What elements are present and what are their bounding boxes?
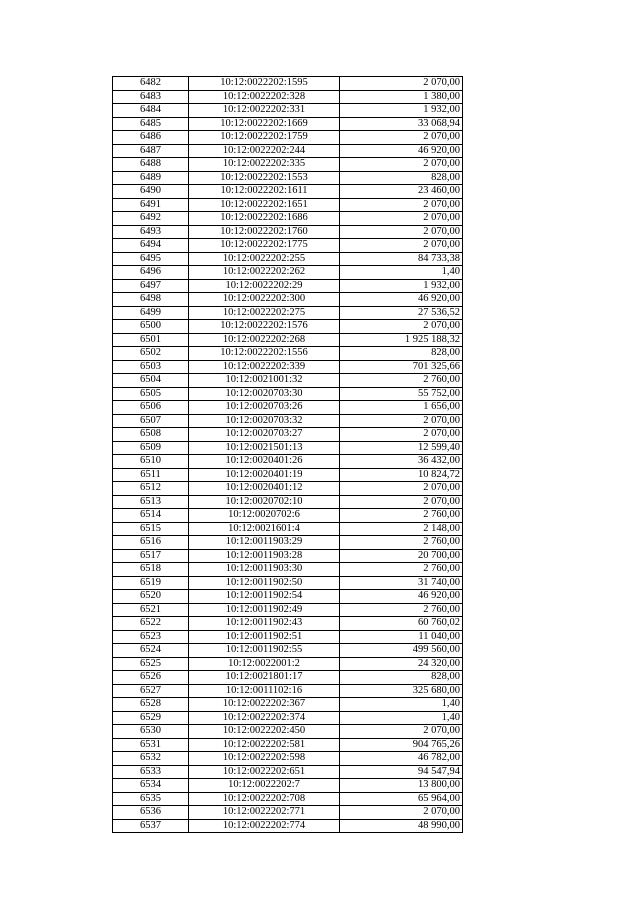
cadastral-number-cell: 10:12:0022202:651	[189, 765, 340, 779]
cadastral-number-cell: 10:12:0011902:51	[189, 630, 340, 644]
cadastral-number-cell: 10:12:0022202:335	[189, 158, 340, 172]
row-number-cell: 6503	[113, 360, 189, 374]
cadastral-number-cell: 10:12:0022202:244	[189, 144, 340, 158]
row-number-cell: 6489	[113, 171, 189, 185]
table-row	[113, 482, 463, 496]
row-number-cell: 6505	[113, 387, 189, 401]
row-number-cell: 6525	[113, 657, 189, 671]
table-row	[113, 347, 463, 361]
table-row	[113, 428, 463, 442]
cadastral-number-cell: 10:12:0020401:26	[189, 455, 340, 469]
amount-cell: 1 932,00	[340, 279, 463, 293]
row-number-cell: 6496	[113, 266, 189, 280]
amount-cell: 1,40	[340, 698, 463, 712]
amount-cell: 2 760,00	[340, 603, 463, 617]
amount-cell: 2 070,00	[340, 482, 463, 496]
row-number-cell: 6495	[113, 252, 189, 266]
row-number-cell: 6514	[113, 509, 189, 523]
row-number-cell: 6528	[113, 698, 189, 712]
amount-cell: 60 760,02	[340, 617, 463, 631]
table-row	[113, 306, 463, 320]
table-row	[113, 77, 463, 91]
row-number-cell: 6534	[113, 779, 189, 793]
cadastral-number-cell: 10:12:0022202:29	[189, 279, 340, 293]
table-row	[113, 360, 463, 374]
table-row	[113, 333, 463, 347]
table-row	[113, 684, 463, 698]
table-row	[113, 792, 463, 806]
row-number-cell: 6507	[113, 414, 189, 428]
amount-cell: 1 925 188,32	[340, 333, 463, 347]
cadastral-number-cell: 10:12:0022202:708	[189, 792, 340, 806]
cadastral-number-cell: 10:12:0011902:55	[189, 644, 340, 658]
row-number-cell: 6530	[113, 725, 189, 739]
table-row	[113, 819, 463, 833]
table-row	[113, 171, 463, 185]
row-number-cell: 6490	[113, 185, 189, 199]
cadastral-number-cell: 10:12:0021601:4	[189, 522, 340, 536]
table-row	[113, 644, 463, 658]
cadastral-number-cell: 10:12:0020702:10	[189, 495, 340, 509]
amount-cell: 2 070,00	[340, 428, 463, 442]
cadastral-number-cell: 10:12:0022202:331	[189, 104, 340, 118]
cadastral-number-cell: 10:12:0022202:1576	[189, 320, 340, 334]
amount-cell: 27 536,52	[340, 306, 463, 320]
registry-table-body	[113, 77, 463, 833]
amount-cell: 701 325,66	[340, 360, 463, 374]
table-row	[113, 198, 463, 212]
table-row	[113, 495, 463, 509]
cadastral-number-cell: 10:12:0022202:268	[189, 333, 340, 347]
amount-cell: 1,40	[340, 266, 463, 280]
table-row	[113, 738, 463, 752]
table-row	[113, 725, 463, 739]
row-number-cell: 6531	[113, 738, 189, 752]
amount-cell: 94 547,94	[340, 765, 463, 779]
amount-cell: 2 070,00	[340, 320, 463, 334]
table-row	[113, 752, 463, 766]
amount-cell: 23 460,00	[340, 185, 463, 199]
cadastral-number-cell: 10:12:0021801:17	[189, 671, 340, 685]
cadastral-number-cell: 10:12:0011902:50	[189, 576, 340, 590]
row-number-cell: 6518	[113, 563, 189, 577]
row-number-cell: 6506	[113, 401, 189, 415]
row-number-cell: 6498	[113, 293, 189, 307]
cadastral-number-cell: 10:12:0022202:262	[189, 266, 340, 280]
table-row	[113, 603, 463, 617]
row-number-cell: 6512	[113, 482, 189, 496]
amount-cell: 24 320,00	[340, 657, 463, 671]
cadastral-number-cell: 10:12:0022202:581	[189, 738, 340, 752]
amount-cell: 33 068,94	[340, 117, 463, 131]
table-row	[113, 630, 463, 644]
amount-cell: 2 070,00	[340, 158, 463, 172]
row-number-cell: 6511	[113, 468, 189, 482]
cadastral-number-cell: 10:12:0022202:771	[189, 806, 340, 820]
amount-cell: 13 800,00	[340, 779, 463, 793]
table-row	[113, 279, 463, 293]
amount-cell: 828,00	[340, 347, 463, 361]
table-row	[113, 320, 463, 334]
row-number-cell: 6524	[113, 644, 189, 658]
cadastral-number-cell: 10:12:0022202:1611	[189, 185, 340, 199]
amount-cell: 325 680,00	[340, 684, 463, 698]
row-number-cell: 6485	[113, 117, 189, 131]
row-number-cell: 6522	[113, 617, 189, 631]
table-row	[113, 617, 463, 631]
amount-cell: 2 070,00	[340, 225, 463, 239]
table-row	[113, 252, 463, 266]
amount-cell: 2 070,00	[340, 725, 463, 739]
amount-cell: 65 964,00	[340, 792, 463, 806]
row-number-cell: 6523	[113, 630, 189, 644]
table-row	[113, 549, 463, 563]
amount-cell: 2 070,00	[340, 414, 463, 428]
table-row	[113, 698, 463, 712]
amount-cell: 828,00	[340, 171, 463, 185]
row-number-cell: 6497	[113, 279, 189, 293]
amount-cell: 2 760,00	[340, 509, 463, 523]
row-number-cell: 6536	[113, 806, 189, 820]
row-number-cell: 6483	[113, 90, 189, 104]
cadastral-number-cell: 10:12:0021001:32	[189, 374, 340, 388]
amount-cell: 2 760,00	[340, 563, 463, 577]
cadastral-number-cell: 10:12:0022202:300	[189, 293, 340, 307]
table-row	[113, 765, 463, 779]
table-row	[113, 131, 463, 145]
row-number-cell: 6509	[113, 441, 189, 455]
cadastral-number-cell: 10:12:0022202:598	[189, 752, 340, 766]
row-number-cell: 6492	[113, 212, 189, 226]
table-row	[113, 414, 463, 428]
row-number-cell: 6520	[113, 590, 189, 604]
row-number-cell: 6493	[113, 225, 189, 239]
amount-cell: 20 700,00	[340, 549, 463, 563]
table-row	[113, 293, 463, 307]
row-number-cell: 6533	[113, 765, 189, 779]
amount-cell: 2 070,00	[340, 131, 463, 145]
amount-cell: 1 656,00	[340, 401, 463, 415]
cadastral-number-cell: 10:12:0022202:339	[189, 360, 340, 374]
row-number-cell: 6532	[113, 752, 189, 766]
cadastral-number-cell: 10:12:0022202:1760	[189, 225, 340, 239]
table-row	[113, 374, 463, 388]
cadastral-number-cell: 10:12:0011903:28	[189, 549, 340, 563]
row-number-cell: 6482	[113, 77, 189, 91]
row-number-cell: 6499	[113, 306, 189, 320]
cadastral-number-cell: 10:12:0022202:7	[189, 779, 340, 793]
table-row	[113, 158, 463, 172]
table-row	[113, 711, 463, 725]
cadastral-number-cell: 10:12:0011903:30	[189, 563, 340, 577]
table-row	[113, 266, 463, 280]
row-number-cell: 6487	[113, 144, 189, 158]
row-number-cell: 6517	[113, 549, 189, 563]
table-row	[113, 590, 463, 604]
cadastral-number-cell: 10:12:0022202:1595	[189, 77, 340, 91]
row-number-cell: 6516	[113, 536, 189, 550]
cadastral-number-cell: 10:12:0022202:1775	[189, 239, 340, 253]
cadastral-number-cell: 10:12:0022202:1759	[189, 131, 340, 145]
amount-cell: 31 740,00	[340, 576, 463, 590]
table-row	[113, 779, 463, 793]
table-row	[113, 117, 463, 131]
amount-cell: 48 990,00	[340, 819, 463, 833]
cadastral-number-cell: 10:12:0022202:255	[189, 252, 340, 266]
amount-cell: 1,40	[340, 711, 463, 725]
amount-cell: 46 920,00	[340, 293, 463, 307]
table-row	[113, 576, 463, 590]
cadastral-number-cell: 10:12:0011903:29	[189, 536, 340, 550]
registry-table	[112, 76, 463, 833]
cadastral-number-cell: 10:12:0022202:1669	[189, 117, 340, 131]
cadastral-number-cell: 10:12:0011102:16	[189, 684, 340, 698]
cadastral-number-cell: 10:12:0022202:367	[189, 698, 340, 712]
amount-cell: 2 148,00	[340, 522, 463, 536]
amount-cell: 2 070,00	[340, 77, 463, 91]
cadastral-number-cell: 10:12:0022202:374	[189, 711, 340, 725]
table-row	[113, 225, 463, 239]
row-number-cell: 6508	[113, 428, 189, 442]
row-number-cell: 6521	[113, 603, 189, 617]
amount-cell: 55 752,00	[340, 387, 463, 401]
row-number-cell: 6500	[113, 320, 189, 334]
table-row	[113, 401, 463, 415]
table-row	[113, 509, 463, 523]
amount-cell: 2 760,00	[340, 536, 463, 550]
amount-cell: 2 070,00	[340, 212, 463, 226]
amount-cell: 1 380,00	[340, 90, 463, 104]
row-number-cell: 6515	[113, 522, 189, 536]
amount-cell: 904 765,26	[340, 738, 463, 752]
amount-cell: 84 733,38	[340, 252, 463, 266]
amount-cell: 1 932,00	[340, 104, 463, 118]
cadastral-number-cell: 10:12:0020703:27	[189, 428, 340, 442]
amount-cell: 36 432,00	[340, 455, 463, 469]
row-number-cell: 6491	[113, 198, 189, 212]
table-row	[113, 522, 463, 536]
cadastral-number-cell: 10:12:0022202:275	[189, 306, 340, 320]
amount-cell: 2 070,00	[340, 806, 463, 820]
row-number-cell: 6504	[113, 374, 189, 388]
table-row	[113, 185, 463, 199]
table-row	[113, 563, 463, 577]
row-number-cell: 6501	[113, 333, 189, 347]
cadastral-number-cell: 10:12:0022202:1553	[189, 171, 340, 185]
cadastral-number-cell: 10:12:0022001:2	[189, 657, 340, 671]
row-number-cell: 6526	[113, 671, 189, 685]
row-number-cell: 6513	[113, 495, 189, 509]
cadastral-number-cell: 10:12:0022202:450	[189, 725, 340, 739]
cadastral-number-cell: 10:12:0022202:774	[189, 819, 340, 833]
row-number-cell: 6502	[113, 347, 189, 361]
amount-cell: 2 070,00	[340, 495, 463, 509]
cadastral-number-cell: 10:12:0020702:6	[189, 509, 340, 523]
row-number-cell: 6519	[113, 576, 189, 590]
table-row	[113, 239, 463, 253]
table-row	[113, 144, 463, 158]
table-row	[113, 671, 463, 685]
row-number-cell: 6537	[113, 819, 189, 833]
cadastral-number-cell: 10:12:0022202:1556	[189, 347, 340, 361]
row-number-cell: 6486	[113, 131, 189, 145]
row-number-cell: 6535	[113, 792, 189, 806]
amount-cell: 828,00	[340, 671, 463, 685]
table-row	[113, 387, 463, 401]
cadastral-number-cell: 10:12:0020703:30	[189, 387, 340, 401]
cadastral-number-cell: 10:12:0011902:43	[189, 617, 340, 631]
cadastral-number-cell: 10:12:0021501:13	[189, 441, 340, 455]
cadastral-number-cell: 10:12:0020703:26	[189, 401, 340, 415]
amount-cell: 46 782,00	[340, 752, 463, 766]
cadastral-number-cell: 10:12:0011902:49	[189, 603, 340, 617]
cadastral-number-cell: 10:12:0022202:1651	[189, 198, 340, 212]
amount-cell: 46 920,00	[340, 590, 463, 604]
cadastral-number-cell: 10:12:0020703:32	[189, 414, 340, 428]
table-row	[113, 536, 463, 550]
row-number-cell: 6488	[113, 158, 189, 172]
cadastral-number-cell: 10:12:0020401:19	[189, 468, 340, 482]
amount-cell: 2 070,00	[340, 198, 463, 212]
cadastral-number-cell: 10:12:0022202:328	[189, 90, 340, 104]
cadastral-number-cell: 10:12:0022202:1686	[189, 212, 340, 226]
amount-cell: 2 070,00	[340, 239, 463, 253]
cadastral-number-cell: 10:12:0020401:12	[189, 482, 340, 496]
amount-cell: 12 599,40	[340, 441, 463, 455]
amount-cell: 499 560,00	[340, 644, 463, 658]
amount-cell: 46 920,00	[340, 144, 463, 158]
table-row	[113, 104, 463, 118]
table-row	[113, 657, 463, 671]
table-row	[113, 90, 463, 104]
table-row	[113, 212, 463, 226]
row-number-cell: 6484	[113, 104, 189, 118]
row-number-cell: 6510	[113, 455, 189, 469]
table-row	[113, 441, 463, 455]
amount-cell: 10 824,72	[340, 468, 463, 482]
amount-cell: 2 760,00	[340, 374, 463, 388]
row-number-cell: 6529	[113, 711, 189, 725]
row-number-cell: 6527	[113, 684, 189, 698]
amount-cell: 11 040,00	[340, 630, 463, 644]
table-row	[113, 455, 463, 469]
cadastral-number-cell: 10:12:0011902:54	[189, 590, 340, 604]
row-number-cell: 6494	[113, 239, 189, 253]
table-row	[113, 468, 463, 482]
table-row	[113, 806, 463, 820]
